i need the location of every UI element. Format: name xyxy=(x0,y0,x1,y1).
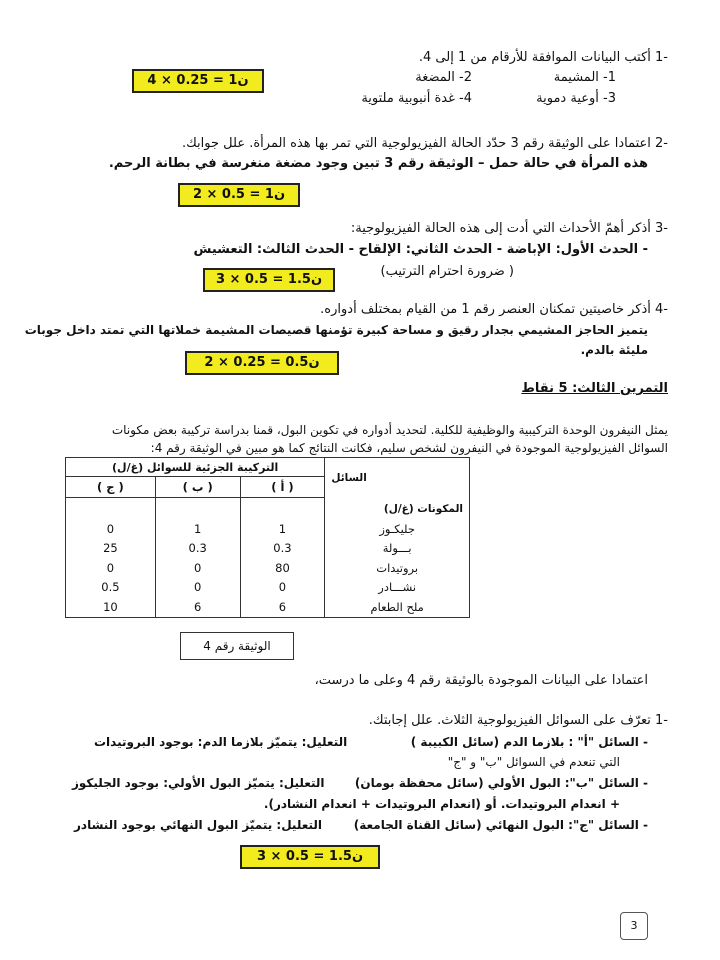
liquid-b-answer: - السائل "ب": البول الأولي (سائل محفظة بومان) xyxy=(354,776,648,790)
liquid-a-answer: - السائل "أ" : بلازما الدم (سائل الكبيبة ) xyxy=(410,735,648,749)
based-on-document-line: اعتمادا على البيانات الموجودة بالوثيقة رقم 4 وعلى ما درست، xyxy=(314,673,648,688)
table-cell: 1 xyxy=(278,521,287,536)
page-number: 3 xyxy=(620,912,648,940)
q3-score-box: 3 × 0.5 = 1.5ن xyxy=(203,268,335,292)
col-header-b: ( ب ) xyxy=(155,477,240,498)
liquid-b-justification: التعليل: يتميّز البول الأولي: بوجود الجليكوز xyxy=(72,776,325,790)
table-row-name: بـــولة xyxy=(382,541,412,555)
q1-score-box: 4 × 0.25 = 1ن xyxy=(132,69,264,93)
table-cell: 1 xyxy=(194,521,202,536)
document-4-caption: الوثيقة رقم 4 xyxy=(180,632,294,660)
col-b-values xyxy=(155,520,240,618)
col-header-a: ( أ ) xyxy=(240,477,325,498)
table-row-name: بروتيدات xyxy=(376,560,419,575)
q1-item-4: 4- غدة أنبوبية ملتوية xyxy=(361,91,472,106)
exercise-3-title: التمرين الثالث: 5 نقاط xyxy=(521,381,668,396)
q3-answer: - الحدث الأول: الإباضة - الحدث الثاني: الإلقاح - الحدث الثالث: التعشيش xyxy=(193,242,648,257)
components-label: المكونات (غ/ل) xyxy=(325,498,470,520)
exercise-3-intro-1: يمثل النيفرون الوحدة التركيبية والوظيفية للكلية. لتحديد أدواره في تكوين البول، قمنا بدراسة تركيبة بعض مكونات xyxy=(111,423,668,437)
ex3-q1-prompt: -1 تعرّف على السوائل الفيزيولوجية الثلاث. علل إجابتك. xyxy=(368,713,668,728)
table-cell: 0.5 xyxy=(101,580,120,594)
q1-item-3: 3- أوعية دموية xyxy=(536,91,616,106)
document-4-table xyxy=(65,457,470,618)
table-cell: 0 xyxy=(278,580,287,594)
liquid-header-cell xyxy=(325,458,470,498)
q3-note: ( ضرورة احترام الترتيب) xyxy=(380,264,514,279)
table-cell: 0 xyxy=(106,560,115,575)
ex3-q1-score-box: 3 × 0.5 = 1.5ن xyxy=(240,845,380,869)
liquid-c-answer: - السائل "ج": البول النهائي (سائل القناة الجامعة) xyxy=(353,818,648,832)
q1-item-2: 2- المضغة xyxy=(415,70,472,85)
q1-prompt: -1 أكتب البيانات الموافقة للأرقام من 1 إلى 4. xyxy=(418,50,668,65)
col-a-values xyxy=(240,520,325,618)
col-header-c: ( ج ) xyxy=(66,477,156,498)
table-cell: 10 xyxy=(103,599,118,614)
exercise-3-intro-2: السوائل الفيزيولوجية الموجودة في النيفرون لشخص سليم، فكانت النتائج كما هو مبين في الوثيقة رقم 4: xyxy=(150,441,668,455)
group-header: التركيبة الجزئية للسوائل (غ/ل) xyxy=(66,458,325,477)
liquid-a-justification-cont: التي تنعدم في السوائل "ب" و "ج" xyxy=(447,755,620,769)
table-cell: 6 xyxy=(194,599,202,614)
q4-score-box: 2 × 0.25 = 0.5ن xyxy=(185,351,339,375)
table-cell: 0 xyxy=(194,560,202,575)
q2-score-box: 2 × 0.5 = 1ن xyxy=(178,183,300,207)
table-row-name: جليكـوز xyxy=(379,521,415,536)
table-cell: 25 xyxy=(103,541,118,555)
table-cell: 0.3 xyxy=(273,541,292,555)
table-row-name: ملح الطعام xyxy=(370,599,424,614)
liquid-b-justification-cont: + انعدام البروتيدات. أو (انعدام البروتيدات + انعدام النشادر). xyxy=(263,797,620,811)
liquid-label: السائل xyxy=(331,471,367,484)
q4-answer-line-2: مليئة بالدم. xyxy=(580,343,648,357)
liquid-a-justification: التعليل: يتميّز بلازما الدم: بوجود البروتيدات xyxy=(94,735,348,749)
table-row-name: نشـــادر xyxy=(378,580,417,594)
liquid-c-justification: التعليل: يتميّز البول النهائي بوجود النشادر xyxy=(74,818,323,832)
table-cell: 0 xyxy=(194,580,202,594)
table-cell: 0 xyxy=(106,521,115,536)
table-cell: 80 xyxy=(275,560,290,575)
q2-answer: هذه المرأة في حالة حمل – الوثيقة رقم 3 تبين وجود مضغة منغرسة في بطانة الرحم. xyxy=(108,156,648,171)
q3-prompt: -3 أذكر أهمّ الأحداث التي أدت إلى هذه الحالة الفيزيولوجية: xyxy=(350,221,668,236)
q2-prompt: -2 اعتمادا على الوثيقة رقم 3 حدّد الحالة الفيزيولوجية التي تمر بها هذه المرأة. علل جوابك. xyxy=(181,136,668,151)
component-names-cell xyxy=(325,520,470,618)
table-cell: 0.3 xyxy=(188,541,207,555)
col-c-values xyxy=(66,520,156,618)
q4-answer-line-1: يتميز الحاجز المشيمي بجدار رقيق و مساحة كبيرة تؤمنها قصيصات المشيمة خملاتها التي تمتد داخل جوبات xyxy=(24,323,648,337)
q1-item-1: 1- المشيمة xyxy=(553,70,616,85)
table-cell: 6 xyxy=(278,599,287,614)
q4-prompt: -4 أذكر خاصيتين تمكنان العنصر رقم 1 من القيام بمختلف أدواره. xyxy=(320,302,668,317)
